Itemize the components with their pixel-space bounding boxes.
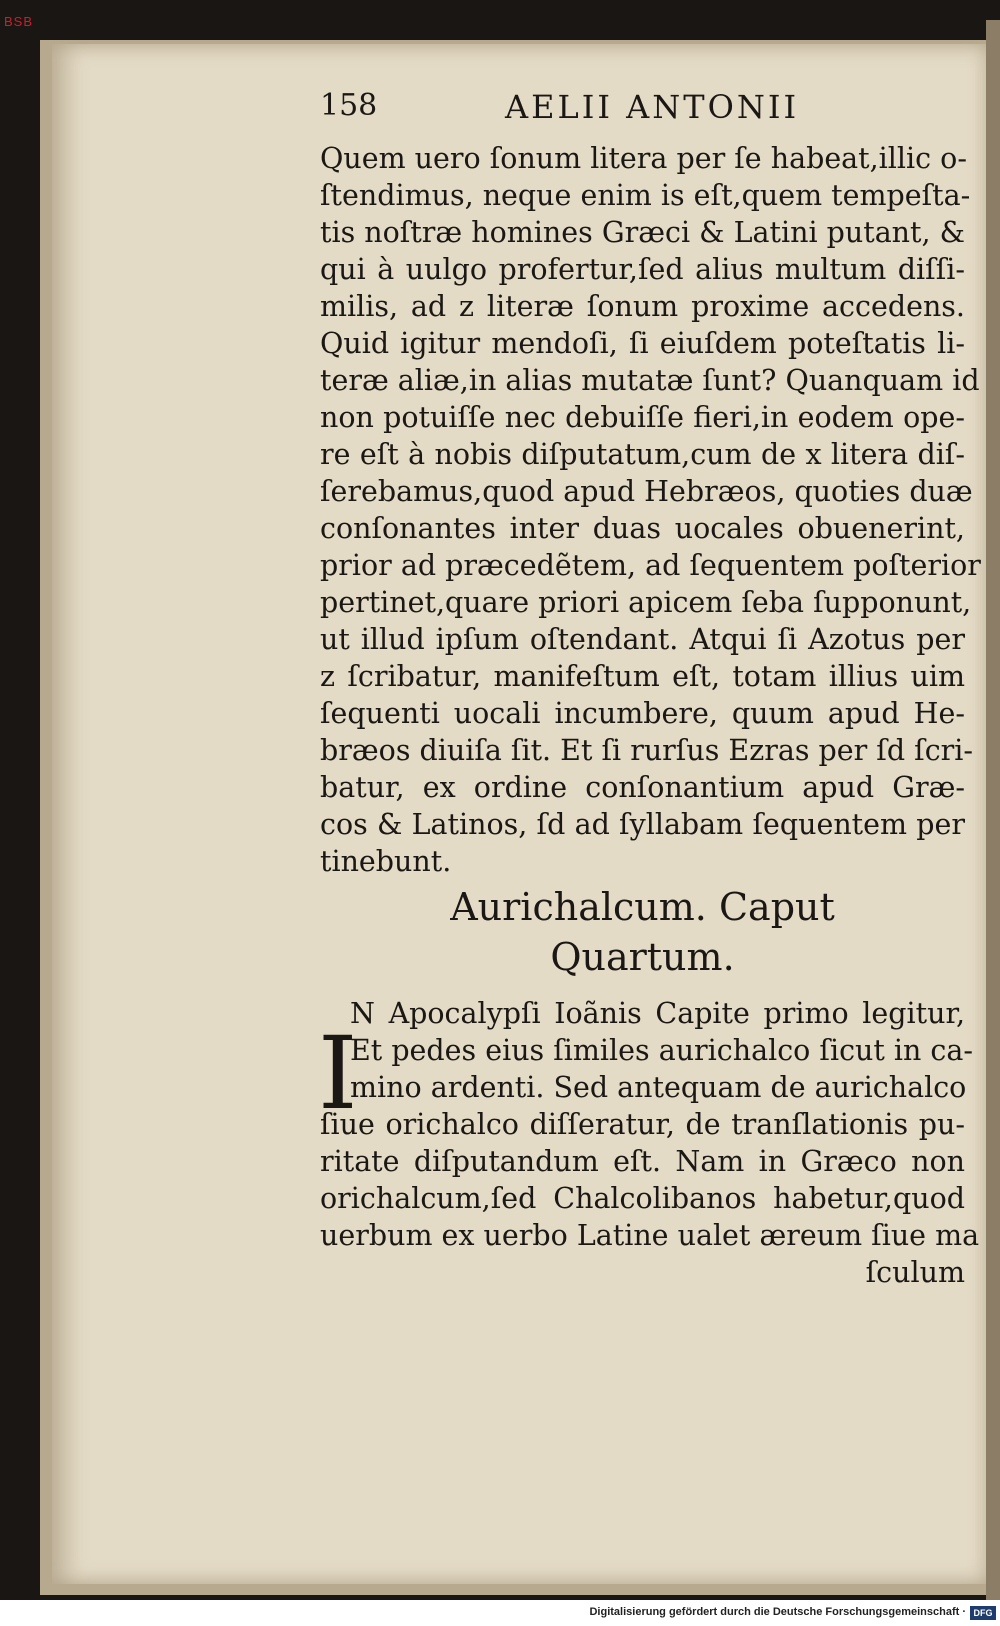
page-edge-shadow xyxy=(986,20,1000,1600)
body-line: tis noſtræ homines Græci & Latini putant, & xyxy=(320,216,965,249)
body-line: pertinet,quare priori apicem ſeba ſupponunt, xyxy=(320,586,972,619)
running-head: AELII ANTONII xyxy=(505,88,800,126)
body-line: z ſcribatur, manifeſtum eſt, totam illius uim xyxy=(320,660,965,693)
chapter-line: ſiue orichalco diſſeratur, de tranſlationis pu- xyxy=(320,1108,965,1141)
body-line: non potuiſſe nec debuiſſe fieri,in eodem ope- xyxy=(320,401,965,434)
page-number: 158 xyxy=(320,88,378,123)
body-line: re eſt à nobis diſputatum,cum de x litera diſ- xyxy=(320,438,965,471)
footer-bar xyxy=(0,1600,1000,1626)
bsb-mark: BSB xyxy=(4,14,34,29)
body-line: ut illud ipſum oſtendant. Atqui ſi Azotus per xyxy=(320,623,965,656)
body-line: conſonantes inter duas uocales obuenerint, xyxy=(320,512,965,545)
chapter-line: uerbum ex uerbo Latine ualet æreum ſiue ma xyxy=(320,1219,980,1252)
body-line: ſerebamus,quod apud Hebræos, quoties duæ xyxy=(320,475,973,508)
body-line: bræos diuiſa ſit. Et ſi rurſus Ezras per ſd ſcri- xyxy=(320,734,974,767)
footer-funding-text: Digitalisierung gefördert durch die Deutsche Forschungsgemeinschaft · xyxy=(589,1606,966,1618)
body-line: teræ aliæ,in alias mutatæ ſunt? Quanquam id xyxy=(320,364,980,397)
dfg-logo: DFG xyxy=(970,1606,996,1620)
body-line: qui à uulgo profertur,ſed alius multum diſſi- xyxy=(320,253,965,286)
body-line: cos & Latinos, ſd ad ſyllabam ſequentem per xyxy=(320,808,965,841)
chapter-line: orichalcum,ſed Chalcolibanos habetur,quod xyxy=(320,1182,965,1215)
body-line: batur, ex ordine conſonantium apud Græ- xyxy=(320,771,965,804)
drop-cap: I xyxy=(318,1015,358,1132)
chapter-heading-line1: Aurichalcum. Caput xyxy=(450,885,835,929)
chapter-line: ritate diſputandum eſt. Nam in Græco non xyxy=(320,1145,965,1178)
body-line: Quem uero ſonum litera per ſe habeat,illic o- xyxy=(320,142,967,175)
body-line: milis, ad z literæ ſonum proxime accedens. xyxy=(320,290,965,323)
body-line: prior ad præcedẽtem, ad ſequentem poſterior xyxy=(320,549,981,582)
chapter-line: Et pedes eius ſimiles aurichalco ſicut in ca- xyxy=(350,1034,974,1067)
body-line: ſequenti uocali incumbere, quum apud He- xyxy=(320,697,965,730)
chapter-line: mino ardenti. Sed antequam de aurichalco xyxy=(350,1071,967,1104)
body-line: Quid igitur mendoſi, ſi eiuſdem poteſtatis li- xyxy=(320,327,965,360)
chapter-heading-line2: Quartum. xyxy=(550,935,735,979)
body-line-last: tinebunt. xyxy=(320,845,452,878)
body-line: ſtendimus, neque enim is eſt,quem tempeſta- xyxy=(320,179,971,212)
catchword: ſculum xyxy=(865,1256,965,1289)
chapter-line: N Apocalypſi Ioãnis Capite primo legitur, xyxy=(350,997,965,1030)
